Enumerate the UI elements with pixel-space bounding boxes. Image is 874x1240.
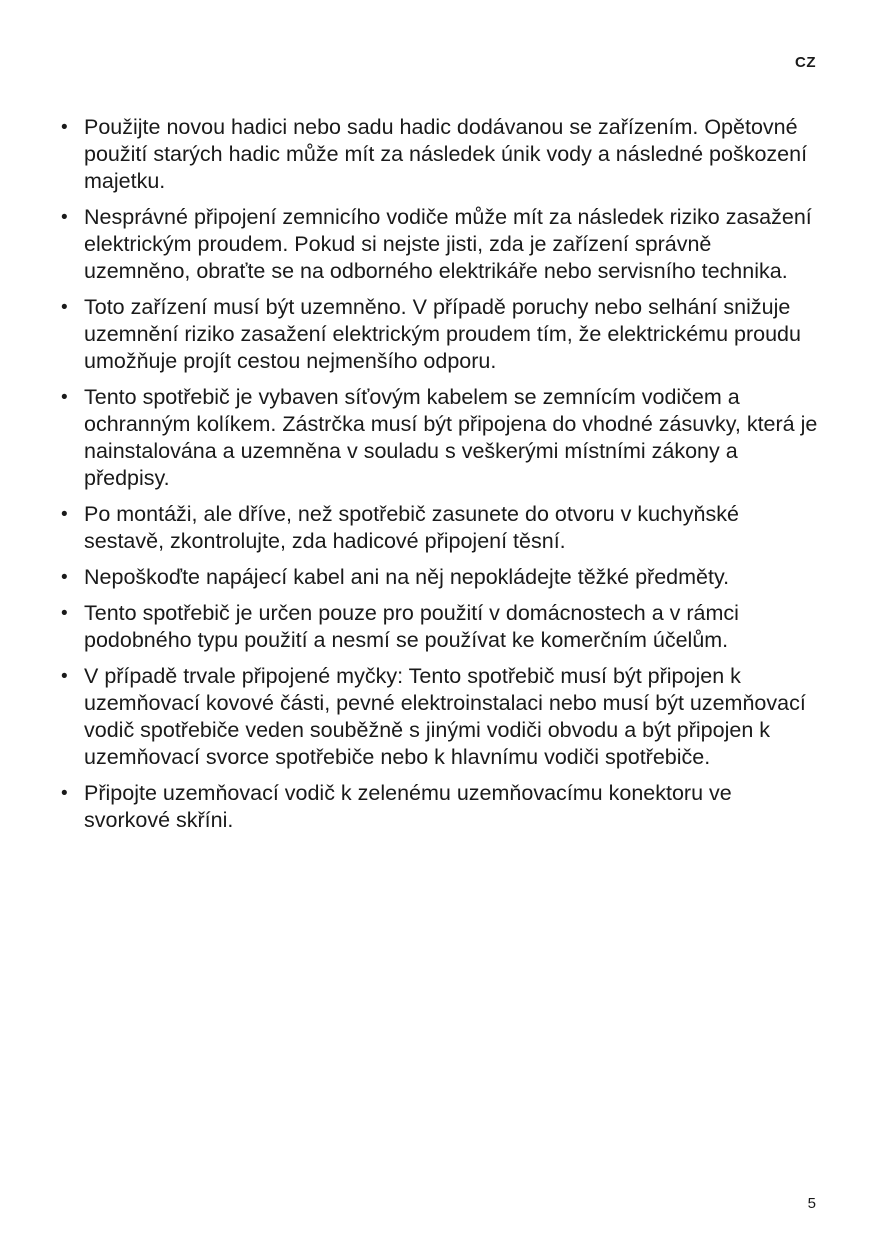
bullet-icon: • [61, 207, 68, 228]
list-item-text: Použijte novou hadici nebo sadu hadic dodávanou se zařízením. Opětovné použití starých hadic může mít za následek únik vody a následné poškození majetku. [84, 115, 808, 193]
bullet-icon: • [61, 297, 68, 318]
bullet-icon: • [61, 666, 68, 687]
list-item [60, 600, 820, 654]
bullet-icon: • [61, 387, 68, 408]
bullet-icon: • [61, 603, 68, 624]
list-item-text: Nesprávné připojení zemnicího vodiče může mít za následek riziko zasažení elektrickým proudem. Pokud si nejste jisti, zda je zařízení správně uzemněno, obraťte se na odborného elektrikáře nebo servisního technika. [84, 205, 812, 283]
page-number: 5 [807, 1195, 816, 1212]
bullet-icon: • [61, 504, 68, 525]
list-item-text: Nepoškoďte napájecí kabel ani na něj nepokládejte těžké předměty. [84, 565, 730, 589]
bullet-icon: • [61, 567, 68, 588]
list-item [60, 294, 820, 375]
list-item [60, 204, 820, 285]
list-item-text: Tento spotřebič je vybaven síťovým kabelem se zemnícím vodičem a ochranným kolíkem. Zástrčka musí být připojena do vhodné zásuvky, která je nainstalována a uzemněna v souladu s veškerými místními zákony a předpisy. [84, 385, 818, 490]
list-item [60, 114, 820, 195]
language-code: CZ [795, 54, 816, 71]
bullet-icon: • [61, 117, 68, 138]
list-item-text: Připojte uzemňovací vodič k zelenému uzemňovacímu konektoru ve svorkové skříni. [84, 781, 732, 832]
list-item [60, 501, 820, 555]
safety-instructions-list [60, 114, 820, 843]
list-item [60, 564, 820, 591]
list-item-text: V případě trvale připojené myčky: Tento spotřebič musí být připojen k uzemňovací kovové části, pevné elektroinstalaci nebo musí být uzemňovací vodič spotřebiče veden souběžně s jinými vodiči obvodu a být připojen k uzemňovací svorce spotřebiče nebo k hlavnímu vodiči spotřebiče. [84, 664, 806, 769]
list-item-text: Po montáži, ale dříve, než spotřebič zasunete do otvoru v kuchyňské sestavě, zkontrolujte, zda hadicové připojení těsní. [84, 502, 739, 553]
bullet-icon: • [61, 783, 68, 804]
list-item [60, 780, 820, 834]
list-item [60, 384, 820, 492]
list-item-text: Toto zařízení musí být uzemněno. V případě poruchy nebo selhání snižuje uzemnění riziko zasažení elektrickým proudem tím, že elektrickému proudu umožňuje projít cestou nejmenšího odporu. [84, 295, 801, 373]
list-item-text: Tento spotřebič je určen pouze pro použití v domácnostech a v rámci podobného typu použití a nesmí se používat ke komerčním účelům. [84, 601, 739, 652]
list-item [60, 663, 820, 771]
